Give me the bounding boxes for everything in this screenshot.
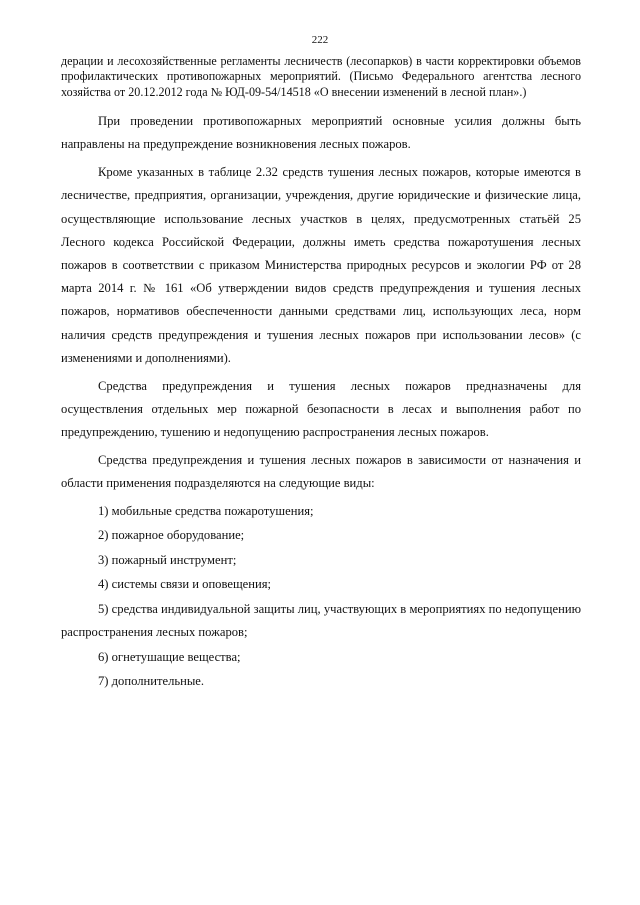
footnote-text: дерации и лесохозяйственные регламенты лесничеств (лесопарков) в части корректировки объемов профилактических противопожарных мероприятий. (Письмо Федерального агентства лесного хозяйства от 20.12.2012 года № ЮД-09-54/14518 «О внесении изменений в лесной план».)	[61, 54, 581, 99]
paragraph: Средства предупреждения и тушения лесных пожаров в зависимости от назначения и области применения подразделяются на следующие виды:	[61, 452, 581, 491]
list-item: 7) дополнительные.	[98, 674, 205, 689]
paragraph: Кроме указанных в таблице 2.32 средств тушения лесных пожаров, которые имеются в лесничестве, предприятия, организации, учреждения, другие юридические и физические лица, осуществляющие использование лесных участков в целях, предусмотренных статьёй 25 Лесного кодекса Российской Федерации, должны иметь средства пожаротушения лесных пожаров в соответствии с приказом Министерства природных ресурсов и экологии РФ от 28 марта 2014 г. № 161 «Об утверждении видов средств предупреждения и тушения лесных пожаров, нормативов обеспеченности данными средствами лиц, использующих леса, норм наличия средств предупреждения и тушения лесных пожаров при использовании лесов» (с изменениями и дополнениями).	[61, 165, 581, 365]
paragraph: При проведении противопожарных мероприятий основные усилия должны быть направлены на предупреждение возникновения лесных пожаров.	[61, 114, 581, 152]
paragraph: Средства предупреждения и тушения лесных пожаров предназначены для осуществления отдельных мер пожарной безопасности в лесах и выполнения работ по предупреждению, тушению и недопущению распространения лесных пожаров.	[61, 378, 581, 440]
list-item: 3) пожарный инструмент;	[98, 552, 237, 567]
list-item: 2) пожарное оборудование;	[98, 528, 245, 543]
list-item: 6) огнетушащие вещества;	[98, 649, 241, 664]
types-list	[61, 500, 581, 693]
page-content	[61, 54, 581, 695]
list-item: 4) системы связи и оповещения;	[98, 577, 271, 592]
list-item: 5) средства индивидуальной защиты лиц, участвующих в мероприятиях по недопущению распространения лесных пожаров;	[61, 601, 581, 640]
list-item: 1) мобильные средства пожаротушения;	[98, 503, 314, 518]
page-number: 222	[311, 34, 329, 46]
